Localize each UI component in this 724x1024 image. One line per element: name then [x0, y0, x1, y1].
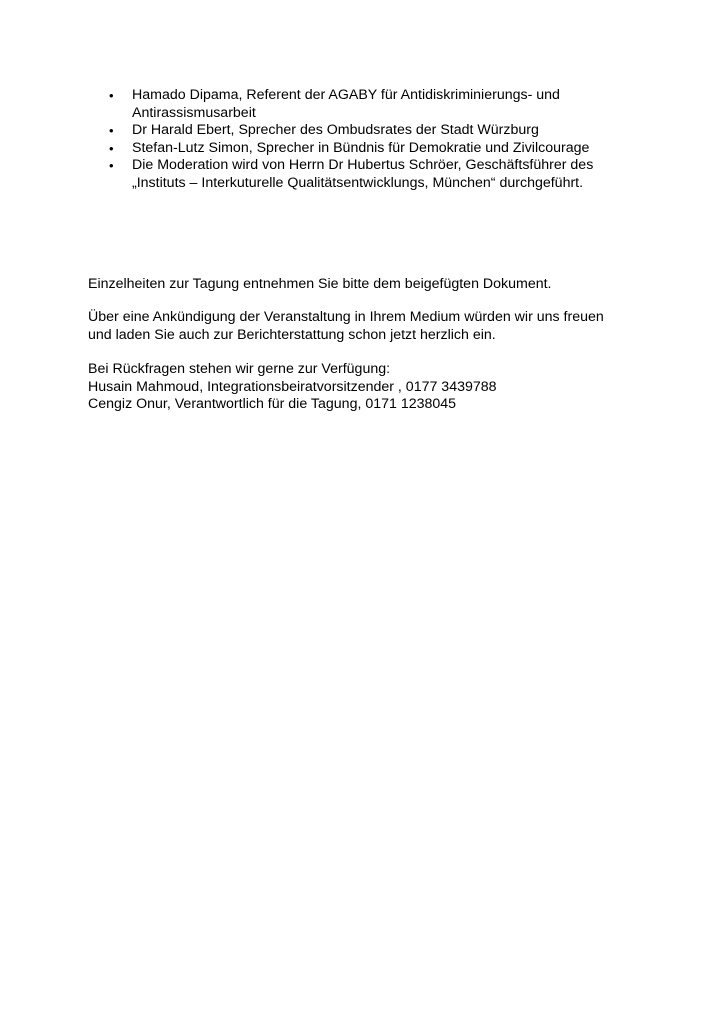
text-line: Dr Harald Ebert, Sprecher des Ombudsrates der Stadt Würzburg: [132, 122, 539, 138]
text-line: Hamado Dipama, Referent der AGABY für Antidiskriminierungs- und: [132, 87, 560, 103]
bullet-icon: •: [109, 88, 114, 103]
speaker-list: [109, 87, 669, 192]
details-paragraph: [88, 276, 648, 294]
list-item-text: [132, 87, 669, 122]
text-line: Husain Mahmoud, Integrationsbeiratvorsitzender , 0177 3439788: [88, 378, 497, 395]
list-item-text: [132, 157, 669, 192]
bullet-icon: •: [109, 140, 114, 156]
text-line: Cengiz Onur, Verantwortlich für die Tagung, 0171 1238045: [88, 396, 457, 412]
list-item: [109, 140, 669, 158]
text-line: Bei Rückfragen stehen wir gerne zur Verfügung:: [88, 361, 391, 377]
list-item: [109, 122, 669, 140]
announcement-paragraph: [88, 309, 648, 344]
text-line: „Instituts – Interkuturelle Qualitätsentwicklungs, München“ durchgeführt.: [132, 174, 584, 191]
text-line: Einzelheiten zur Tagung entnehmen Sie bitte dem beigefügten Dokument.: [88, 276, 552, 292]
bullet-icon: •: [109, 158, 114, 173]
contact-paragraph: [88, 361, 648, 414]
bullet-icon: •: [109, 123, 114, 138]
text-line: Antirassismusarbeit: [132, 104, 256, 121]
text-line: Über eine Ankündigung der Veranstaltung in Ihrem Medium würden wir uns freuen: [88, 309, 604, 325]
list-item: [109, 87, 669, 122]
text-line: Stefan-Lutz Simon, Sprecher in Bündnis für Demokratie und Zivilcourage: [132, 139, 590, 156]
text-line: und laden Sie auch zur Berichterstattung schon jetzt herzlich ein.: [88, 326, 496, 343]
list-item-text: [132, 140, 669, 158]
text-line: Die Moderation wird von Herrn Dr Hubertus Schröer, Geschäftsführer des: [132, 157, 594, 173]
list-item: [109, 157, 669, 192]
list-item-text: [132, 122, 669, 140]
